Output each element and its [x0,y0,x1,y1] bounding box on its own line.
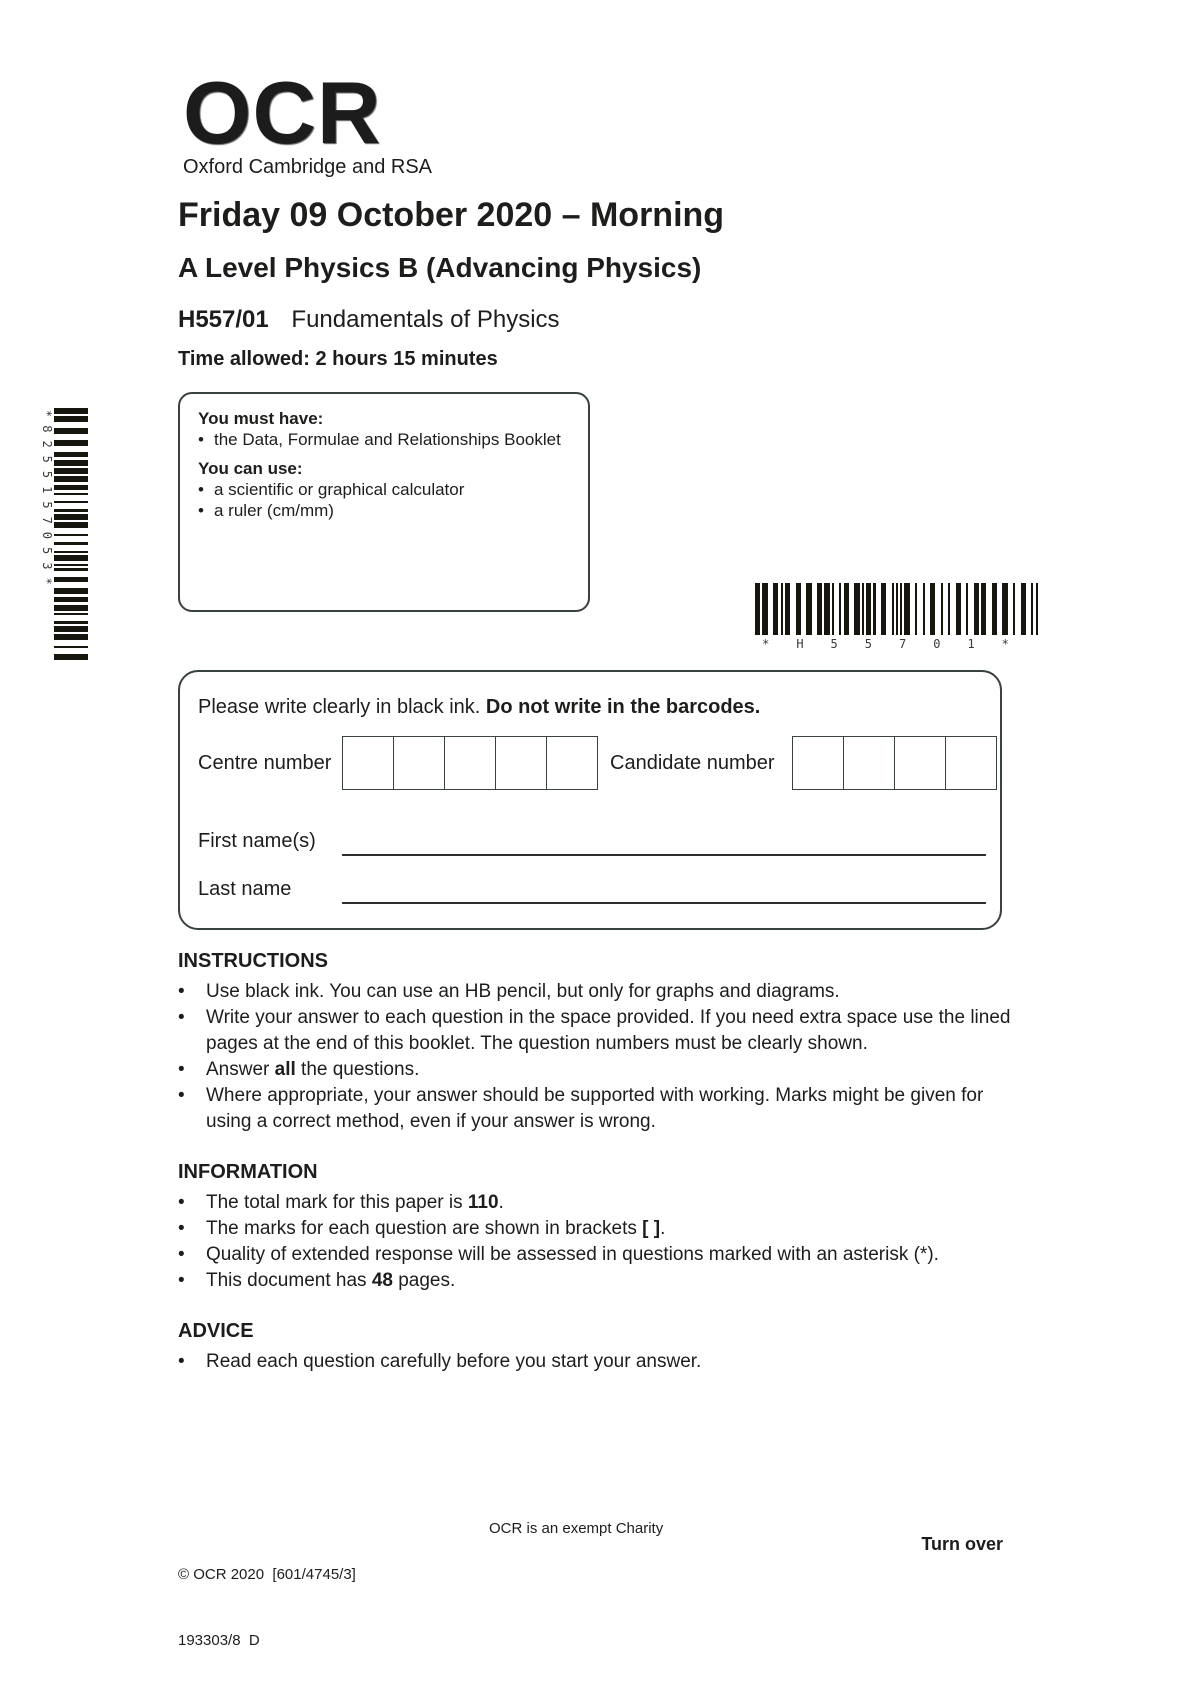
candidate-number-cell[interactable] [792,736,844,790]
advice-list [178,1349,1016,1375]
footer-charity-note: OCR is an exempt Charity [489,1520,664,1537]
information-heading: INFORMATION [178,1161,318,1183]
footer-copyright: © OCR 2020 [601/4745/3] [178,1566,356,1583]
qualification-title: A Level Physics B (Advancing Physics) [178,252,702,283]
ocr-logo-subtitle: Oxford Cambridge and RSA [183,156,433,178]
centre-number-cell[interactable] [342,736,394,790]
advice-section [178,1320,1016,1375]
time-allowed: Time allowed: 2 hours 15 minutes [178,348,498,370]
bullet-item [178,1268,1016,1294]
centre-number-cell[interactable] [546,736,598,790]
centre-number-cell[interactable] [393,736,445,790]
candidate-barcode-vertical [36,408,88,666]
barcode-horizontal-text: *H55701* [762,637,1036,651]
notes-sections [178,950,1016,1401]
bullet-dot: • [178,1244,185,1265]
information-section [178,1161,1016,1294]
bullet-item [178,1216,1016,1242]
bullet-item [198,500,570,521]
paper-code: H557/01 [178,306,269,333]
bullet-item [178,1005,1016,1057]
bullet-text: Write your answer to each question in the space provided. If you need extra space use the lined pages at the end of this booklet. The question numbers must be clearly shown. [206,1007,1011,1054]
candidate-number-cell[interactable] [894,736,946,790]
bullet-text: Read each question carefully before you start your answer. [206,1351,702,1372]
instructions-heading: INSTRUCTIONS [178,950,328,972]
materials-box [178,392,590,612]
bullet-dot: • [178,1085,185,1106]
barcode-vertical-text: *8255157053* [40,410,54,593]
bullet-text: Quality of extended response will be assessed in questions marked with an asterisk (*). [206,1244,939,1265]
bullet-item [178,1057,1016,1083]
exam-date-title: Friday 09 October 2020 – Morning [178,196,725,234]
bullet-dot: • [198,430,204,449]
bullet-text: Use black ink. You can use an HB pencil, but only for graphs and diagrams. [206,981,840,1002]
first-name-label: First name(s) [198,830,316,852]
bullet-item [178,979,1016,1005]
bullet-item [178,1190,1016,1216]
ocr-logo-text: OCR [183,63,382,162]
paper-barcode-horizontal [755,583,1043,651]
ink-notice-bold: Do not write in the barcodes. [485,696,761,718]
paper-name: Fundamentals of Physics [291,306,560,333]
bullet-dot: • [178,1351,185,1372]
barcode-horizontal-bars [755,583,1043,635]
bullet-dot: • [198,480,204,499]
bullet-text: The total mark for this paper is 110. [206,1192,504,1213]
bullet-dot: • [178,1059,185,1080]
footer-imprint [178,1520,356,1684]
bullet-item [178,1242,1016,1268]
bullet-item [178,1349,1016,1375]
candidate-number-cell[interactable] [945,736,997,790]
bullet-item [198,479,570,500]
ink-notice [198,696,760,719]
candidate-details-box [178,670,1002,930]
centre-number-label: Centre number [198,752,332,774]
first-name-input-line[interactable] [342,854,986,856]
paper-line [178,306,560,334]
can-use-list [198,479,570,521]
last-name-label: Last name [198,878,292,900]
can-use-label: You can use: [198,459,303,478]
centre-number-cells [342,736,598,790]
bullet-item [198,429,570,450]
last-name-input-line[interactable] [342,902,986,904]
bullet-item [178,1083,1016,1135]
turn-over-label: Turn over [921,1534,1003,1554]
bullet-text: This document has 48 pages. [206,1270,456,1291]
advice-heading: ADVICE [178,1320,254,1342]
candidate-number-label: Candidate number [610,752,775,774]
centre-number-cell[interactable] [444,736,496,790]
bullet-text: the Data, Formulae and Relationships Booklet [214,430,561,449]
ink-notice-regular: Please write clearly in black ink. [198,696,486,718]
bullet-text: a scientific or graphical calculator [214,480,465,499]
footer-doc-ref: 193303/8 D [178,1632,260,1649]
instructions-list [178,979,1016,1135]
bullet-dot: • [198,501,204,520]
must-have-label: You must have: [198,409,324,428]
candidate-number-cell[interactable] [843,736,895,790]
bullet-text: Where appropriate, your answer should be supported with working. Marks might be given for using a correct method, even if your answer is wrong. [206,1085,984,1132]
centre-number-cell[interactable] [495,736,547,790]
information-list [178,1190,1016,1294]
bullet-text: The marks for each question are shown in brackets [ ]. [206,1218,666,1239]
bullet-text: Answer all the questions. [206,1059,420,1080]
bullet-dot: • [178,1192,185,1213]
must-have-list [198,429,570,450]
instructions-section [178,950,1016,1135]
bullet-dot: • [178,1270,185,1291]
bullet-text: a ruler (cm/mm) [214,501,334,520]
bullet-dot: • [178,1007,185,1028]
candidate-number-cells [792,736,997,790]
bullet-dot: • [178,981,185,1002]
ocr-logo [183,63,433,179]
bullet-dot: • [178,1218,185,1239]
barcode-vertical-bars [54,408,88,666]
